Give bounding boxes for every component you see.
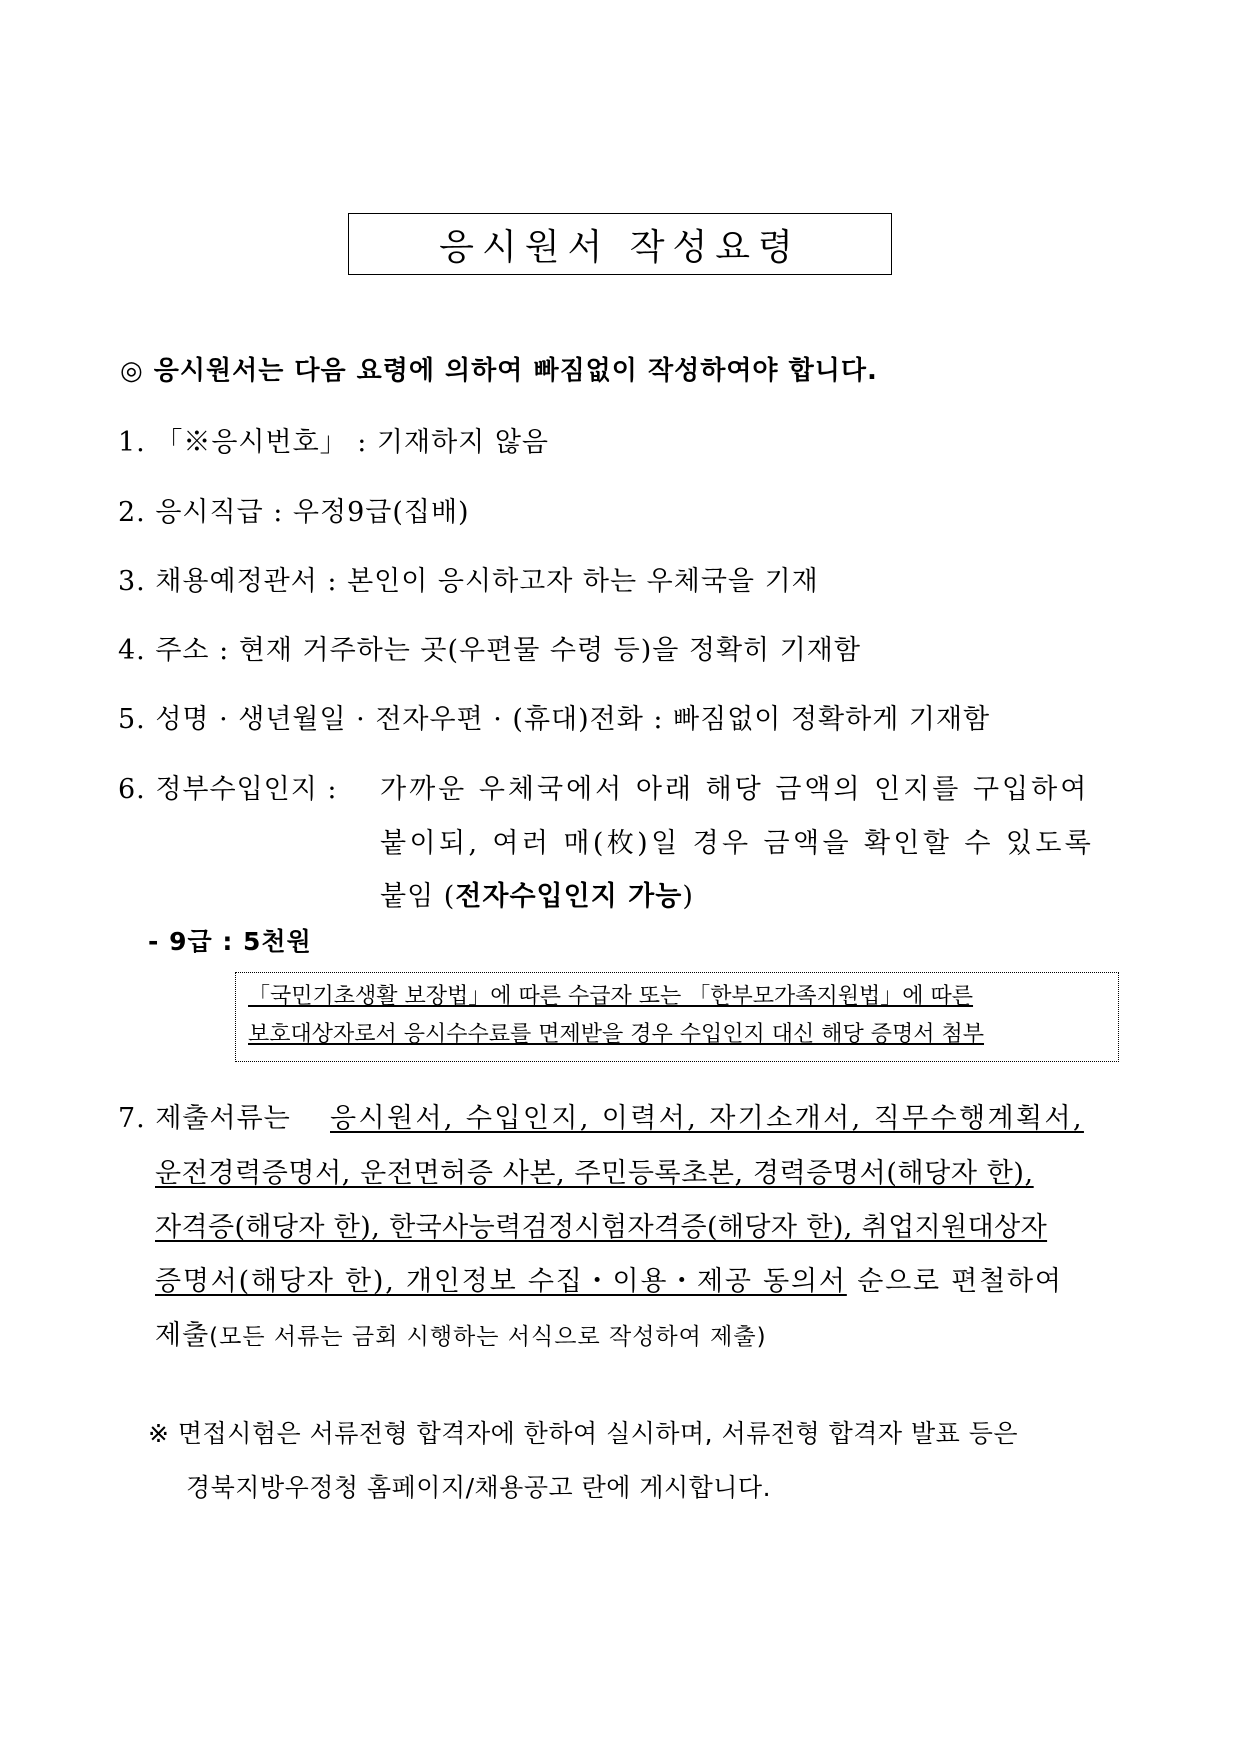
interview-note-line-1: ※ 면접시험은 서류전형 합격자에 한하여 실시하며, 서류전형 합격자 발표 등은: [148, 1419, 1019, 1448]
interview-note-line-2: 경북지방우정청 홈페이지/채용공고 란에 게시합니다.: [186, 1473, 772, 1502]
item-6-line-3: [380, 874, 694, 913]
exemption-notice-line-1: 「국민기초생활 보장법」에 따른 수급자 또는 「한부모가족지원법」에 따른: [248, 984, 974, 1009]
item-7-line-4-rest: 순으로 편철하여: [857, 1266, 1063, 1297]
item-6-line-1: 가까운 우체국에서 아래 해당 금액의 인지를 구입하여: [380, 774, 1090, 805]
item-6-line-3-end: ): [682, 881, 694, 912]
intro-text: ◎ 응시원서는 다음 요령에 의하여 빠짐없이 작성하여야 합니다.: [120, 356, 878, 386]
item-7-line-3: 자격증(해당자 한), 한국사능력검정시험자격증(해당자 한), 취업지원대상자: [155, 1212, 1048, 1243]
item-7-submit: 제출: [155, 1320, 210, 1351]
e-stamp-note: 전자수입인지 가능: [455, 881, 683, 912]
item-6-line-3-start: 붙임 (: [380, 881, 456, 912]
item-7-form-note: (모든 서류는 금회 시행하는 서식으로 작성하여 제출): [209, 1324, 767, 1350]
item-4: 4. 주소 : 현재 거주하는 곳(우편물 수령 등)을 정확히 기재함: [118, 635, 861, 666]
item-7-line-4: [155, 1259, 1063, 1298]
item-7-line-4-underlined: 증명서(해당자 한), 개인정보 수집・이용・제공 동의서: [155, 1266, 847, 1297]
page-title: 응시원서 작성요령: [348, 213, 892, 275]
item-6-label: 6. 정부수입인지 :: [118, 774, 338, 805]
fee-amount: - 9급 : 5천원: [148, 927, 312, 956]
item-7-line-1: 응시원서, 수입인지, 이력서, 자기소개서, 직무수행계획서,: [330, 1103, 1084, 1134]
exemption-notice-box: [235, 972, 1119, 1062]
item-3: 3. 채용예정관서 : 본인이 응시하고자 하는 우체국을 기재: [118, 566, 819, 597]
item-7-line-5: [155, 1313, 767, 1352]
item-7-label: 7. 제출서류는: [118, 1103, 291, 1134]
item-2: 2. 응시직급 : 우정9급(집배): [118, 497, 470, 528]
item-7-line-2: 운전경력증명서, 운전면허증 사본, 주민등록초본, 경력증명서(해당자 한),: [155, 1158, 1034, 1189]
exemption-notice-line-2: 보호대상자로서 응시수수료를 면제받을 경우 수입인지 대신 해당 증명서 첨부: [248, 1022, 985, 1047]
item-5: 5. 성명 · 생년월일 · 전자우편 · (휴대)전화 : 빠짐없이 정확하게 기재함: [118, 704, 991, 735]
item-1: 1. 「※응시번호」 : 기재하지 않음: [118, 427, 550, 458]
item-6-line-2: 붙이되, 여러 매(枚)일 경우 금액을 확인할 수 있도록: [380, 828, 1095, 859]
